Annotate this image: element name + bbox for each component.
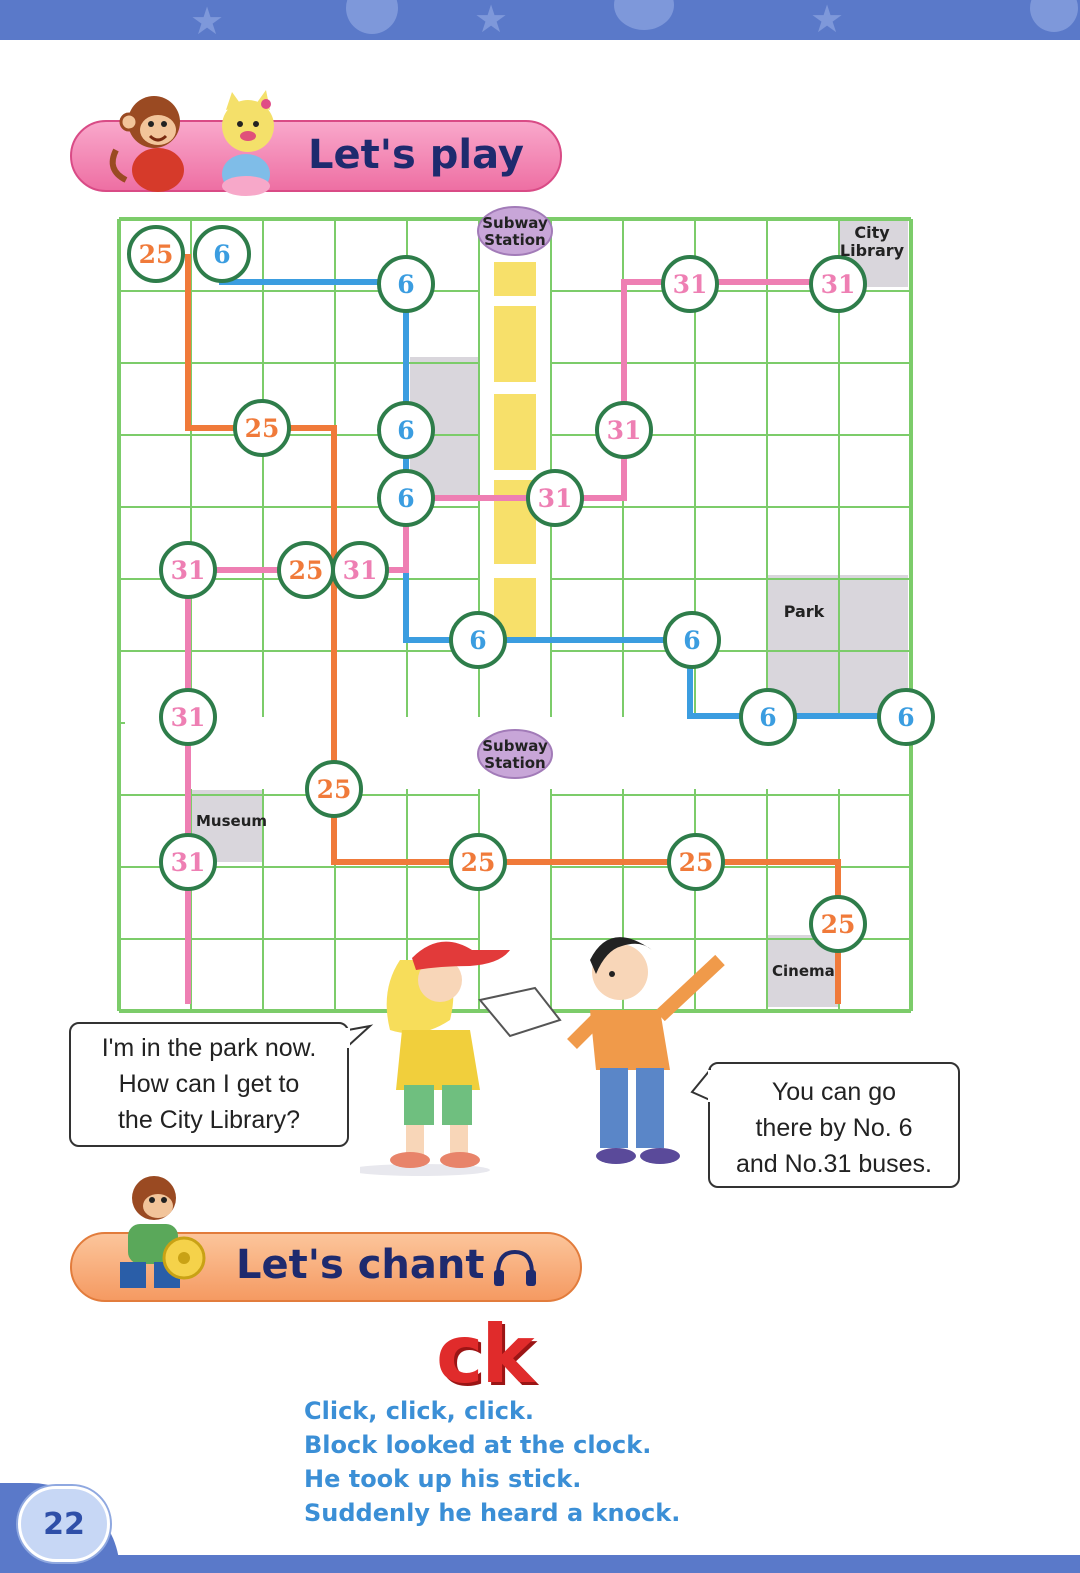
boy-speech-bubble [708, 1062, 960, 1188]
bus-stop-label-6: 6 [397, 484, 415, 513]
bus-stop-label-31: 31 [170, 556, 206, 585]
bus-stop-label-25: 25 [316, 775, 352, 804]
chant-text [304, 1394, 680, 1530]
subway-station-bottom-label: Station [484, 754, 546, 772]
city-library-label: Library [839, 241, 905, 260]
bus-stop-label-6: 6 [213, 240, 231, 269]
chant-line-4: Suddenly he heard a knock. [304, 1499, 681, 1527]
bubble-tail-right [690, 1068, 714, 1108]
chant-line-1: Click, click, click. [304, 1397, 535, 1425]
city-library-label: City [854, 223, 890, 242]
headphones-icon[interactable] [492, 1248, 538, 1288]
girl-figure [360, 942, 560, 1176]
bus-stop-label-6: 6 [397, 270, 415, 299]
chant-line-3: He took up his stick. [304, 1465, 582, 1493]
bus-stop-label-6: 6 [469, 626, 487, 655]
cymbal-icon [164, 1238, 204, 1278]
subway-station-bottom-label: Subway [482, 737, 548, 755]
bus-stop-label-25: 25 [820, 910, 856, 939]
cinema-label: Cinema [772, 962, 835, 980]
boy-line-3: and No.31 buses. [736, 1150, 932, 1178]
bus-stop-label-25: 25 [244, 414, 280, 443]
bus-stop-label-25: 25 [678, 848, 714, 877]
girl-line-1: I'm in the park now. [101, 1034, 317, 1062]
bus-stop-label-31: 31 [820, 270, 856, 299]
mascot-chant [92, 1168, 222, 1298]
subway-station-top-label: Station [484, 231, 546, 249]
star-icon: ★ [190, 0, 225, 43]
page-number: 22 [18, 1486, 110, 1562]
bottom-decorative-band [0, 1555, 1080, 1573]
subway-track [494, 306, 536, 382]
subway-track [494, 262, 536, 296]
ck-letters: ck [436, 1308, 533, 1401]
bus-stop-label-6: 6 [759, 703, 777, 732]
bus-stop-label-31: 31 [342, 556, 378, 585]
bubble-tail-left [340, 1024, 380, 1064]
bus-stop-label-25: 25 [288, 556, 324, 585]
bus-stop-label-31: 31 [606, 416, 642, 445]
star-icon: ★ [474, 0, 509, 41]
boy-line-1: You can go [771, 1078, 897, 1106]
girl-line-2: How can I get to [118, 1070, 300, 1098]
children-illustration [360, 920, 740, 1180]
bus-stop-label-6: 6 [897, 703, 915, 732]
boy-line-2: there by No. 6 [755, 1114, 913, 1142]
bus-stop-label-6: 6 [397, 416, 415, 445]
museum-label: Museum [196, 812, 268, 830]
bus-stop-label-6: 6 [683, 626, 701, 655]
bus-stop-label-25: 25 [138, 240, 174, 269]
bus-stop-label-31: 31 [672, 270, 708, 299]
chant-line-2: Block looked at the clock. [304, 1431, 652, 1459]
bus-stop-label-31: 31 [170, 703, 206, 732]
girl-speech-bubble [69, 1022, 349, 1147]
subway-track [494, 394, 536, 470]
girl-line-3: the City Library? [117, 1106, 301, 1134]
subway-station-top-label: Subway [482, 214, 548, 232]
lets-chant-title: Let's chant [236, 1242, 485, 1288]
bus-stop-label-25: 25 [460, 848, 496, 877]
star-icon: ★ [810, 0, 845, 41]
park-label: Park [783, 602, 825, 621]
boy-figure [572, 937, 720, 1164]
bus-stop-label-31: 31 [170, 848, 206, 877]
bus-stop-label-31: 31 [537, 484, 573, 513]
lets-play-title: Let's play [308, 132, 524, 178]
